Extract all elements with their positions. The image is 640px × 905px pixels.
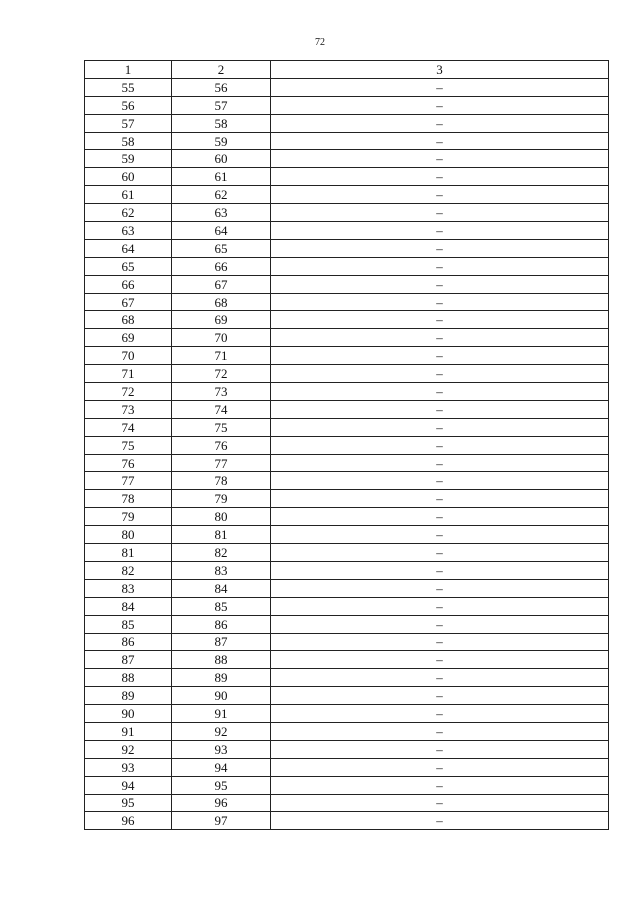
- table-row: [85, 436, 609, 454]
- table-cell-col-3: –: [271, 239, 609, 257]
- page-number: 72: [315, 37, 325, 48]
- table-cell-col-2: 71: [172, 347, 271, 365]
- table-cell-col-2: 89: [172, 669, 271, 687]
- table-cell-col-3: –: [271, 651, 609, 669]
- table-cell-col-1: 55: [85, 78, 172, 96]
- table-cell-col-2: 77: [172, 454, 271, 472]
- table-cell-col-3: –: [271, 812, 609, 830]
- table-cell-col-1: 76: [85, 454, 172, 472]
- table-row: [85, 508, 609, 526]
- table-cell-col-3: –: [271, 776, 609, 794]
- table-cell-col-2: 74: [172, 400, 271, 418]
- table-cell-col-2: 85: [172, 597, 271, 615]
- table-cell-col-2: 67: [172, 275, 271, 293]
- table-cell-col-3: –: [271, 705, 609, 723]
- table-cell-col-2: 61: [172, 168, 271, 186]
- table-cell-col-1: 89: [85, 687, 172, 705]
- table-cell-col-3: –: [271, 186, 609, 204]
- table-row: [85, 472, 609, 490]
- table-cell-col-2: 72: [172, 365, 271, 383]
- table-cell-col-3: –: [271, 222, 609, 240]
- table-cell-col-1: 91: [85, 722, 172, 740]
- table-cell-col-2: 69: [172, 311, 271, 329]
- table-row: [85, 490, 609, 508]
- table-cell-col-3: –: [271, 365, 609, 383]
- table-row: [85, 329, 609, 347]
- table-cell-col-3: –: [271, 508, 609, 526]
- table-cell-col-1: 66: [85, 275, 172, 293]
- table-cell-col-2: 65: [172, 239, 271, 257]
- table-cell-col-3: –: [271, 561, 609, 579]
- table-row: [85, 758, 609, 776]
- table-cell-col-2: 58: [172, 114, 271, 132]
- table-cell-col-3: –: [271, 615, 609, 633]
- table-cell-col-1: 56: [85, 96, 172, 114]
- table-cell-col-1: 67: [85, 293, 172, 311]
- table-row: [85, 78, 609, 96]
- table-row: [85, 615, 609, 633]
- table-cell-col-1: 93: [85, 758, 172, 776]
- table-row: [85, 222, 609, 240]
- table-row: [85, 150, 609, 168]
- table-row: [85, 812, 609, 830]
- table-row: [85, 257, 609, 275]
- table-cell-col-2: 60: [172, 150, 271, 168]
- table-cell-col-3: –: [271, 168, 609, 186]
- table-cell-col-3: –: [271, 400, 609, 418]
- data-table: [84, 60, 609, 830]
- table-cell-col-2: 63: [172, 204, 271, 222]
- table-cell-col-1: 88: [85, 669, 172, 687]
- table-cell-col-3: –: [271, 633, 609, 651]
- table-cell-col-3: –: [271, 579, 609, 597]
- table-cell-col-2: 64: [172, 222, 271, 240]
- table-cell-col-2: 75: [172, 418, 271, 436]
- table-cell-col-2: 78: [172, 472, 271, 490]
- table-row: [85, 597, 609, 615]
- table-cell-col-1: 95: [85, 794, 172, 812]
- table-cell-col-3: –: [271, 275, 609, 293]
- table-cell-col-1: 92: [85, 740, 172, 758]
- table-cell-col-1: 71: [85, 365, 172, 383]
- table-cell-col-1: 81: [85, 544, 172, 562]
- table-row: [85, 579, 609, 597]
- table-cell-col-3: –: [271, 597, 609, 615]
- table-cell-col-2: 80: [172, 508, 271, 526]
- table-cell-col-2: 81: [172, 526, 271, 544]
- table-cell-col-3: –: [271, 329, 609, 347]
- table-cell-col-3: –: [271, 722, 609, 740]
- table-cell-col-1: 59: [85, 150, 172, 168]
- table-cell-col-2: 95: [172, 776, 271, 794]
- column-header-1: 1: [85, 61, 172, 79]
- table-cell-col-2: 56: [172, 78, 271, 96]
- table-cell-col-1: 82: [85, 561, 172, 579]
- table-row: [85, 400, 609, 418]
- table-cell-col-3: –: [271, 794, 609, 812]
- table-row: [85, 526, 609, 544]
- table-cell-col-1: 69: [85, 329, 172, 347]
- table-cell-col-2: 86: [172, 615, 271, 633]
- table-row: [85, 776, 609, 794]
- table-row: [85, 275, 609, 293]
- table-cell-col-2: 96: [172, 794, 271, 812]
- table-cell-col-2: 70: [172, 329, 271, 347]
- table-row: [85, 204, 609, 222]
- table-cell-col-1: 84: [85, 597, 172, 615]
- table-cell-col-1: 65: [85, 257, 172, 275]
- table-cell-col-3: –: [271, 454, 609, 472]
- table-cell-col-1: 74: [85, 418, 172, 436]
- table-cell-col-1: 94: [85, 776, 172, 794]
- table-cell-col-3: –: [271, 204, 609, 222]
- table-cell-col-1: 96: [85, 812, 172, 830]
- table-cell-col-1: 80: [85, 526, 172, 544]
- table-row: [85, 168, 609, 186]
- table-row: [85, 132, 609, 150]
- table-cell-col-1: 63: [85, 222, 172, 240]
- table-cell-col-3: –: [271, 114, 609, 132]
- table-row: [85, 454, 609, 472]
- table-row: [85, 669, 609, 687]
- table-cell-col-3: –: [271, 347, 609, 365]
- table-cell-col-1: 73: [85, 400, 172, 418]
- table-cell-col-2: 73: [172, 383, 271, 401]
- table-cell-col-1: 75: [85, 436, 172, 454]
- table-row: [85, 114, 609, 132]
- table-row: [85, 633, 609, 651]
- table-cell-col-1: 72: [85, 383, 172, 401]
- table-cell-col-2: 90: [172, 687, 271, 705]
- column-header-3: 3: [271, 61, 609, 79]
- table-cell-col-2: 94: [172, 758, 271, 776]
- table-row: [85, 347, 609, 365]
- table-cell-col-3: –: [271, 78, 609, 96]
- table-row: [85, 561, 609, 579]
- table-cell-col-2: 57: [172, 96, 271, 114]
- table-row: [85, 705, 609, 723]
- table-cell-col-3: –: [271, 472, 609, 490]
- table-cell-col-1: 83: [85, 579, 172, 597]
- table-cell-col-3: –: [271, 544, 609, 562]
- table-row: [85, 239, 609, 257]
- table-cell-col-1: 85: [85, 615, 172, 633]
- table-row: [85, 722, 609, 740]
- table-cell-col-1: 61: [85, 186, 172, 204]
- table-cell-col-1: 62: [85, 204, 172, 222]
- table-row: [85, 293, 609, 311]
- table-cell-col-1: 90: [85, 705, 172, 723]
- table-cell-col-2: 84: [172, 579, 271, 597]
- table-cell-col-2: 62: [172, 186, 271, 204]
- table-cell-col-1: 64: [85, 239, 172, 257]
- table-cell-col-3: –: [271, 257, 609, 275]
- table-cell-col-3: –: [271, 436, 609, 454]
- table-cell-col-1: 68: [85, 311, 172, 329]
- table-cell-col-1: 78: [85, 490, 172, 508]
- table-cell-col-3: –: [271, 669, 609, 687]
- table-cell-col-3: –: [271, 96, 609, 114]
- table-cell-col-3: –: [271, 311, 609, 329]
- table-cell-col-3: –: [271, 293, 609, 311]
- table-row: [85, 418, 609, 436]
- table-cell-col-1: 77: [85, 472, 172, 490]
- table-cell-col-3: –: [271, 490, 609, 508]
- table-cell-col-2: 91: [172, 705, 271, 723]
- table-cell-col-1: 87: [85, 651, 172, 669]
- table-cell-col-3: –: [271, 132, 609, 150]
- table-row: [85, 311, 609, 329]
- table-row: [85, 687, 609, 705]
- table-row: [85, 186, 609, 204]
- table-cell-col-2: 76: [172, 436, 271, 454]
- table-cell-col-3: –: [271, 418, 609, 436]
- table-row: [85, 794, 609, 812]
- table-cell-col-2: 59: [172, 132, 271, 150]
- table-row: [85, 651, 609, 669]
- table-cell-col-2: 66: [172, 257, 271, 275]
- table-cell-col-3: –: [271, 150, 609, 168]
- table-cell-col-1: 57: [85, 114, 172, 132]
- table-cell-col-2: 87: [172, 633, 271, 651]
- table-row: [85, 740, 609, 758]
- table-cell-col-3: –: [271, 740, 609, 758]
- table-cell-col-2: 97: [172, 812, 271, 830]
- table-body: [85, 78, 609, 829]
- table-cell-col-1: 70: [85, 347, 172, 365]
- column-header-2: 2: [172, 61, 271, 79]
- table-cell-col-2: 79: [172, 490, 271, 508]
- table-cell-col-2: 92: [172, 722, 271, 740]
- table-cell-col-2: 93: [172, 740, 271, 758]
- table-row: [85, 96, 609, 114]
- table-cell-col-2: 83: [172, 561, 271, 579]
- table-cell-col-1: 60: [85, 168, 172, 186]
- table-cell-col-3: –: [271, 758, 609, 776]
- table-cell-col-2: 88: [172, 651, 271, 669]
- table-row: [85, 365, 609, 383]
- table-cell-col-1: 86: [85, 633, 172, 651]
- table-row: [85, 544, 609, 562]
- table-cell-col-1: 58: [85, 132, 172, 150]
- table-cell-col-2: 68: [172, 293, 271, 311]
- table-cell-col-3: –: [271, 687, 609, 705]
- table-cell-col-3: –: [271, 526, 609, 544]
- table-row: [85, 383, 609, 401]
- table-header-row: [85, 61, 609, 79]
- table-cell-col-3: –: [271, 383, 609, 401]
- table-cell-col-1: 79: [85, 508, 172, 526]
- table-cell-col-2: 82: [172, 544, 271, 562]
